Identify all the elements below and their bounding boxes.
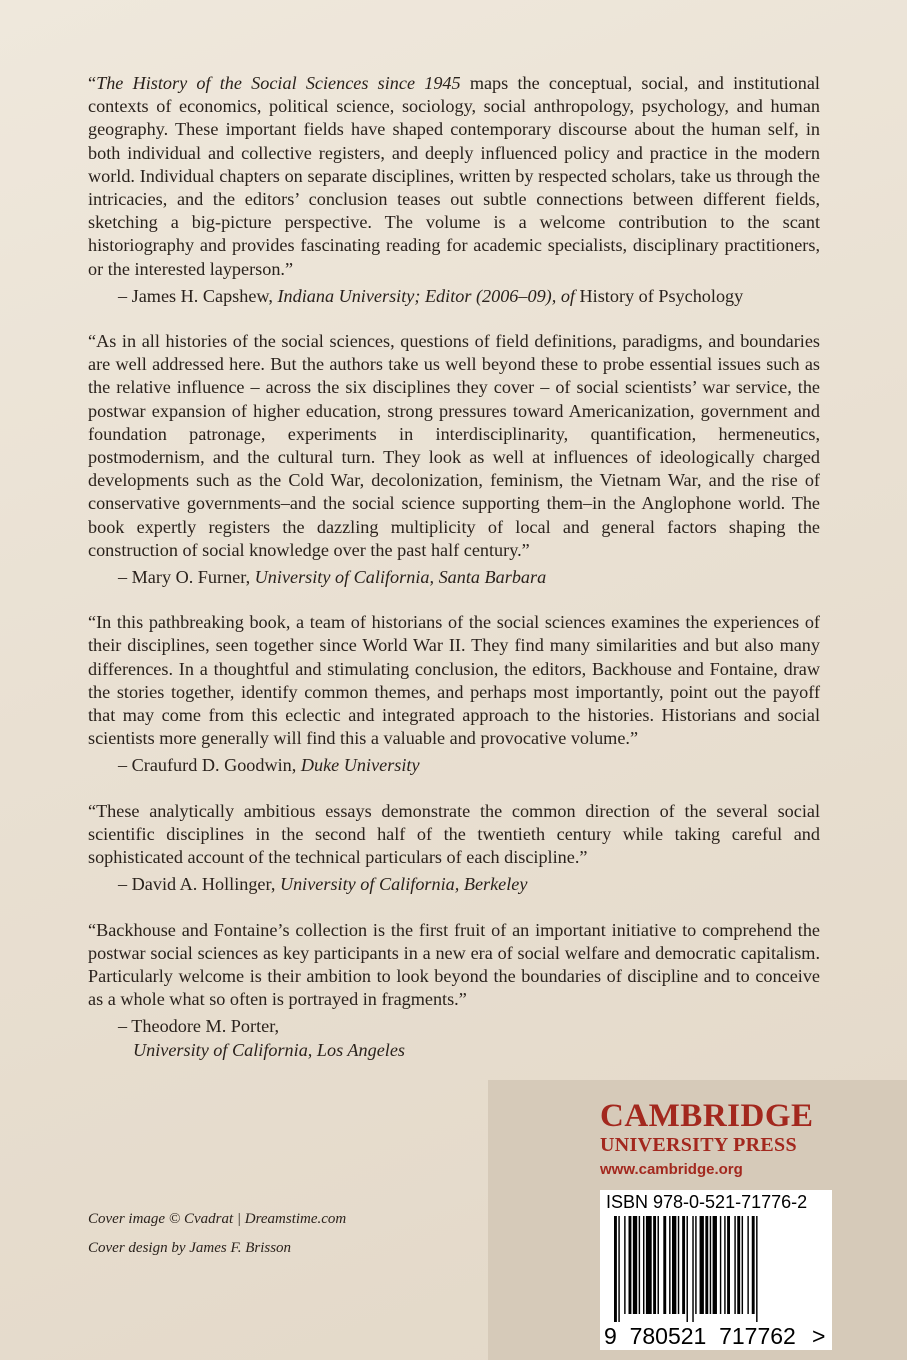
barcode-bar [737, 1216, 740, 1314]
review-1 [88, 72, 820, 308]
back-cover-text [88, 72, 820, 1084]
publisher-panel [488, 1080, 907, 1360]
review-3-text: “In this pathbreaking book, a team of historians of the social sciences examines the experiences of their disciplines, seen together since World War II. They find many similarities and but also many differences. In a thoughtful and stimulating conclusion, the editors, Backhouse and Fontaine, draw the stories together, identify common themes, and perhaps most importantly, point out the payoff that may come from this eclectic and integrated approach to the histories. Historians and social scientists more generally will find this a valuable and provocative volume.” [88, 612, 820, 749]
barcode-bar [705, 1216, 708, 1314]
barcode-bar [629, 1216, 632, 1314]
reviewer-affiliation: University of California, Berkeley [279, 874, 528, 895]
barcode-bar [639, 1216, 640, 1314]
review-3-attribution [118, 754, 820, 777]
barcode-bar [695, 1216, 696, 1314]
barcode-bar [752, 1216, 755, 1314]
barcode-bar [658, 1216, 659, 1314]
reviewer-name: – Craufurd D. Goodwin, [118, 755, 301, 776]
publisher-logo-name: CAMBRIDGE [600, 1098, 814, 1134]
barcode-bar [653, 1216, 656, 1314]
review-4-text: “These analytically ambitious essays demonstrate the common direction of the several social scientific disciplines in the second half of the twentieth century while taking careful and sophisticated account of the technical particulars of each discipline.” [88, 800, 820, 868]
barcode-bar [678, 1216, 679, 1314]
barcode-bar [614, 1216, 617, 1322]
cover-design-credit: Cover design by James F. Brisson [88, 1240, 292, 1256]
barcode-bar [742, 1216, 743, 1314]
barcode-bar [663, 1216, 666, 1314]
publisher-url[interactable]: www.cambridge.org [600, 1161, 743, 1178]
barcode-bar [669, 1216, 670, 1314]
cover-image-credit: Cover image © Cvadrat | Dreamstime.com [88, 1211, 347, 1227]
review-1-attribution [118, 285, 820, 308]
reviewer-journal: History of Psychology [574, 285, 744, 306]
open-quote: “ [88, 73, 97, 93]
barcode-bar [727, 1216, 730, 1314]
review-5-text: “Backhouse and Fontaine’s collection is the first fruit of an important initiative to comprehend the postwar social sciences as key participants in a new era of social welfare and democratic capitalism. Particularly welcome is their ambition to look beyond the boundaries of discipline and to conceive as a whole what so often is portrayed in fragments.” [88, 919, 820, 1010]
barcode-bar [682, 1216, 685, 1314]
barcode-image [600, 1216, 832, 1350]
barcode-bar [618, 1216, 619, 1322]
isbn-barcode [600, 1190, 832, 1350]
barcode-bar [687, 1216, 688, 1322]
barcode-bar [646, 1216, 652, 1314]
barcode-bar [747, 1216, 748, 1314]
reviewer-affiliation: Indiana University; Editor (2006–09), of [277, 285, 575, 306]
reviewer-name: – Theodore M. Porter, [118, 1016, 280, 1037]
barcode-bar [724, 1216, 725, 1314]
publisher-logo-press: UNIVERSITY PRESS [600, 1134, 797, 1156]
reviewer-affiliation: University of California, Santa Barbara [254, 567, 547, 588]
review-2 [88, 330, 820, 589]
isbn-number: ISBN 978-0-521-71776-2 [606, 1192, 808, 1212]
book-title: The History of the Social Sciences since 1945 [96, 73, 461, 93]
barcode-bar [633, 1216, 637, 1314]
barcode-bar [624, 1216, 625, 1314]
review-1-body: maps the conceptual, social, and institutional contexts of economics, political science, sociology, social anthropology, psychology, and human geography. These important fields have shaped contemporary discourse about the human self, in both individual and collective registers, and deeply influenced policy and practice in the modern world. Individual chapters on separate disciplines, written by respected scholars, take us through the intricacies, and the editors’ conclusion teases out subtle connections between different fields, sketching a big-picture perspective. The volume is a welcome contribution to the scant historiography and provides fascinating reading for academic specialists, disciplinary practitioners, or the interested layperson.” [88, 73, 820, 279]
barcode-bar [756, 1216, 757, 1322]
reviewer-name: – James H. Capshew, [118, 285, 278, 306]
reviewer-affiliation: University of California, Los Angeles [133, 1039, 405, 1060]
barcode-bar [734, 1216, 735, 1314]
review-2-attribution [118, 566, 820, 589]
reviewer-affiliation: Duke University [300, 755, 420, 776]
reviewer-name: – Mary O. Furner, [118, 567, 255, 588]
review-5-attribution [118, 1015, 820, 1061]
review-4-attribution [118, 873, 820, 896]
barcode-bar [710, 1216, 711, 1314]
barcode-bar [692, 1216, 693, 1322]
review-2-text: “As in all histories of the social sciences, questions of field definitions, paradigms, and boundaries are well addressed here. But the authors take us well beyond these to probe essential issues such as the relative influence – across the six disciplines they cover – of social scientists’ war service, the postwar expansion of higher education, strong pressures toward Americanization, government and foundation patronage, experiments in interdisciplinarity, quantification, hermeneutics, postmodernism, and the cultural turn. They look as well at influences of ideologically charged developments such as the Cold War, decolonization, feminism, the Vietnam War, and the rise of conservative governments–and the social science supporting them–in the Anglophone world. The book expertly registers the dazzling multiplicity of local and general factors shaping the construction of social knowledge over the past half century.” [88, 331, 820, 560]
barcode-bar [643, 1216, 644, 1314]
barcode-arrow: > [812, 1323, 826, 1349]
cover-credits [88, 1205, 346, 1263]
review-1-text [88, 72, 820, 281]
barcode-bar [672, 1216, 676, 1314]
reviewer-name: – David A. Hollinger, [118, 874, 280, 895]
barcode-bar [700, 1216, 704, 1314]
review-4 [88, 800, 820, 897]
review-5 [88, 919, 820, 1062]
barcode-bars [614, 1216, 758, 1322]
review-3 [88, 611, 820, 777]
barcode-bar [720, 1216, 721, 1314]
barcode-digits: 9 780521 717762 [604, 1323, 796, 1349]
barcode-bar [713, 1216, 717, 1314]
